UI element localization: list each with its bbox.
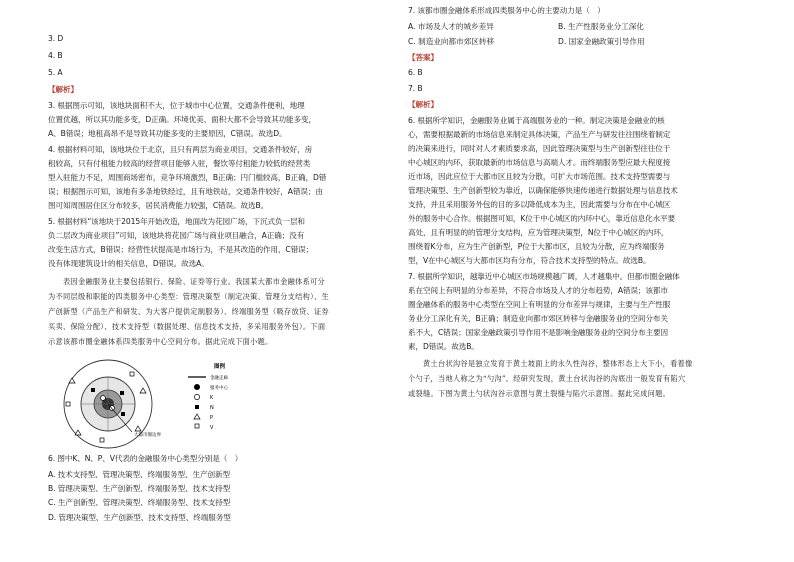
explanation-line: 中心城区的内环，获取最新的市场信息与高端人才。而终端服务型应最大程度接: [408, 158, 671, 167]
intro-line: 产创新型（产品生产和研发、为大客户提供定制服务）、终端服务型（吸存放贷、证券: [48, 307, 329, 316]
option-c: C. 制造业向都市郊区转移: [408, 37, 495, 46]
explanation-line: 租较高，只有付租能力较高的经营项目能够入驻，餐饮等付租能力较低的经营类: [48, 159, 311, 168]
explanation-line: A、B错误；地租高昂不是导致其功能多变的主要原因，C错误。故选D。: [48, 129, 287, 138]
metro-finance-diagram: [48, 358, 268, 450]
answer-line: 5. A: [48, 68, 63, 77]
explanation-line: 支持，并且采用服务外包的目的多以降低成本为主，因此需要与分布在中心城区: [408, 200, 671, 209]
legend-item: 金融走廊: [210, 376, 228, 381]
explanation-line: 4. 根据材料可知，该地块位于北京，且只有两层为商业项目，交通条件较好，房: [48, 145, 313, 154]
explanation-line: 高处，且有明显的的管理分支结构，应为管理决策型，N位于中心城区的内环，: [408, 228, 669, 237]
answer-line: 4. B: [48, 51, 63, 60]
intro-line: 示意该都市圈金融体系四类服务中心空间分布。据此完成下面小题。: [48, 337, 273, 346]
intro-line: 个勺子，当地人称之为“勺沟”。经研究发现，黄土台状沟谷的沟底出一般发育有陷穴: [408, 374, 686, 383]
explanation-line: 型入驻能力不足，周围商场密布，竞争环境激烈，B正确；円门槛较高，B正确，D错: [48, 173, 327, 182]
explanation-line: 5. 根据材料“该地块于2015年开始改造，地面改为花园广场，下沉式负一层和: [48, 217, 305, 226]
option-b: B. 管理决策型、生产创新型、终端服务型、技术支持型: [48, 484, 231, 493]
answer-line: 6. B: [408, 68, 423, 77]
option-c: C. 生产创新型、管理决策型、终端服务型、技术支持型: [48, 498, 231, 507]
explanation-line: 系不大，C错误；国家金融政策引导作用不是影响金融服务业的空间分布主要因: [408, 328, 668, 337]
option-d: D. 国家金融政策引导作用: [558, 37, 645, 46]
explanation-line: 负二层改为商业项目”可知，该地块将花园广场与商业项目融合，A正确；没有: [48, 231, 305, 240]
intro-line: 买卖、保险分配）、技术支持型（数据处理、信息技术支持，多采用服务外包）。下面: [48, 322, 326, 331]
explanation-line: 素，D错误。故选B。: [408, 342, 479, 351]
explanation-line: 7. 根据所学知识，越靠近中心城区市场规模越广阔，人才越集中。但都市圈金融体: [408, 272, 680, 281]
explanation-line: 围绕着K分布，应为生产创新型，P位于大都市区，且较为分散，应为终端服务: [408, 242, 665, 251]
legend-item: 服务中心: [210, 386, 228, 391]
legend-title: 图例: [214, 364, 226, 370]
explanation-line: 没有体现建筑设计的相关信息，D错误。故选A。: [48, 259, 209, 268]
answer-line: 7. B: [408, 84, 423, 93]
explanation-line: 3. 根据图示可知，该地块面积不大，位于城市中心位置，交通条件便利，地理: [48, 101, 305, 110]
answer-line: 3. D: [48, 34, 64, 43]
question-stem: 7. 该都市圈金融体系形成四类服务中心的主要动力是（ ）: [408, 6, 605, 15]
analysis-tag: 【解析】: [48, 85, 78, 94]
explanation-line: 误；根据图示可知，该地有多条地铁经过，且有地铁站，交通条件较好，A错误；由: [48, 187, 323, 196]
intro-line: 或裂缝。下图为黄土勺状沟谷示意图与黄土裂缝与陷穴示意图。据此完成问题。: [408, 389, 671, 398]
intro-line: 表因金融服务业主要包括银行、保险、证券等行业。我国某大都市金融体系可分: [48, 277, 326, 286]
explanation-line: 务业分工深化有关，B正确；制造业向都市郊区转移与金融服务业的空间分布关: [408, 314, 668, 323]
explanation-line: 圈金融体系的服务中心类型在空间上有明显的分布差异与规律，主要与生产性服: [408, 300, 671, 309]
analysis-tag: 【解析】: [408, 100, 438, 109]
answer-tag: 【答案】: [408, 53, 438, 62]
explanation-line: 管理决策型、生产创新型较为靠近，以确保能够快速传递进行数据处理与信息技术: [408, 186, 678, 195]
explanation-line: 位置优越，所以其功能多变，D正确。环境优美、面积大都不会导致其功能多变，: [48, 115, 317, 124]
explanation-line: 心，需要根据最新的市场信息来制定具体决策，产品生产与研发往往围绕着制定: [408, 130, 671, 139]
question-stem: 6. 图中K、N、P、V代表的金融服务中心类型分别是（ ）: [48, 454, 243, 463]
intro-line: 为不同层级和职能的四类服务中心类型：管理决策型（制定决策、管理分支结构）、生: [48, 292, 329, 301]
legend-item: N: [210, 405, 214, 411]
explanation-line: 外的服务中心合作。根据图可知，K位于中心城区的内环中心，靠近信息化水平要: [408, 214, 676, 223]
legend-item: V: [210, 425, 214, 431]
intro-line: 黄土台状沟谷是独立发育于黄土坡面上的永久性沟谷，整体形态上大下小，看着像: [408, 359, 693, 368]
option-a: A. 技术支持型、管理决策型、终端服务型、生产创新型: [48, 470, 230, 479]
option-a: A. 市场及人才的城乡差异: [408, 22, 494, 31]
explanation-line: 的决策来进行，同时对人才素质要求高，因此管理决策型与生产创新型往往位于: [408, 144, 671, 153]
option-b: B. 生产性服务业分工深化: [558, 22, 644, 31]
explanation-line: 系在空间上有明显的分布差异，不符合市场及人才的分布趋势，A错误；该都市: [408, 286, 668, 295]
legend-item: P: [210, 415, 214, 421]
option-d: D. 管理决策型、生产创新型、技术支持型、终端服务型: [48, 513, 231, 522]
legend: [188, 362, 228, 431]
explanation-line: 近市场，因此应位于大都市区且较为分散，可扩大市场范围。技术支持型需要与: [408, 172, 671, 181]
explanation-line: 图可知周围居住区分布较多，居民消费能力较强，C错误。故选B。: [48, 201, 269, 210]
boundary-label: 大都市圈边界: [134, 433, 161, 438]
explanation-line: 型，V在中心城区与大都市区均有分布，符合技术支持型的特点。故选B。: [408, 256, 651, 265]
explanation-line: 改变生活方式，B错误；经营性状提高是市场行为，不是其改造的作用，C错误；: [48, 245, 314, 254]
explanation-line: 6. 根据所学知识，金融服务业属于高端服务业的一种。制定决策是金融业的核: [408, 116, 665, 125]
legend-item: K: [210, 395, 214, 401]
